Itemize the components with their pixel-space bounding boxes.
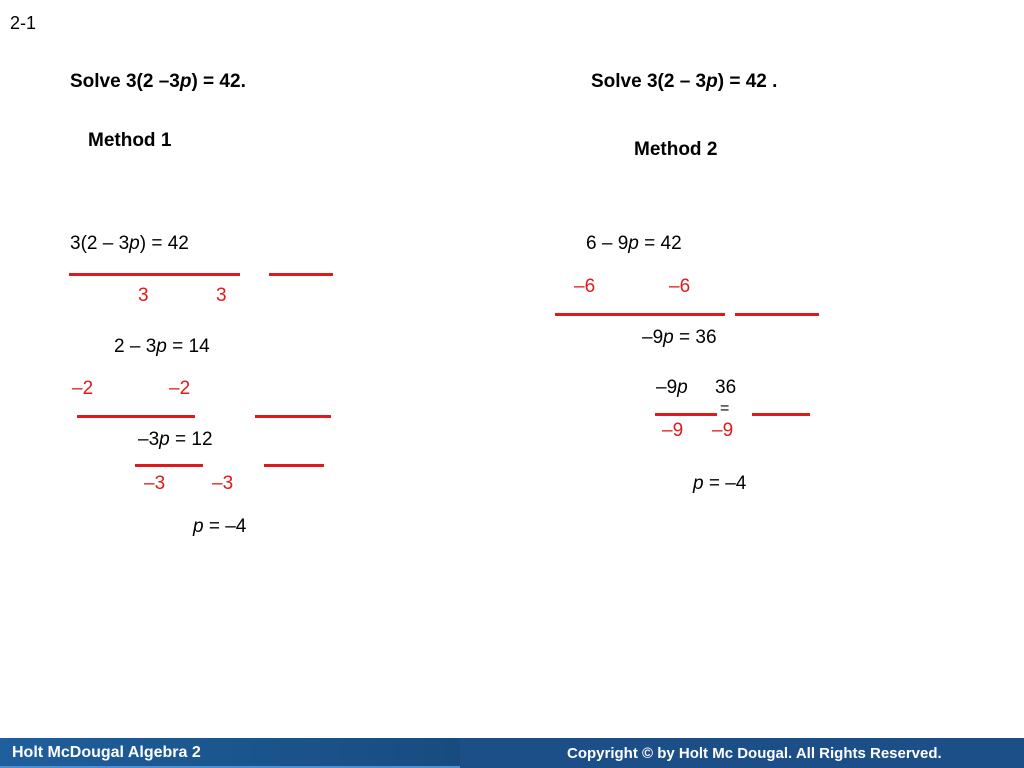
- fraction-bar-left: [135, 464, 203, 467]
- right-equation-1: 6 – 9p = 42: [586, 233, 682, 254]
- divisor-right: 3: [216, 285, 227, 306]
- equals-sign: =: [720, 400, 730, 417]
- left-answer: p = –4: [193, 516, 247, 537]
- method-1-label: Method 1: [88, 130, 172, 151]
- fraction-bar-right: [269, 273, 333, 276]
- subtract-right: –6: [669, 276, 691, 297]
- left-equation-3: –3p = 12: [138, 429, 213, 450]
- rule-left: [77, 415, 195, 418]
- fraction-denominator-left: –9: [662, 420, 684, 441]
- left-equation-2: 2 – 3p = 14: [114, 336, 210, 357]
- left-problem-heading: Solve 3(2 –3p) = 42.: [70, 71, 246, 92]
- subtract-left: –6: [574, 276, 596, 297]
- method-2-label: Method 2: [634, 139, 718, 160]
- rule-right: [735, 313, 819, 316]
- fraction-numerator-right: 36: [715, 377, 737, 398]
- subtract-right: –2: [169, 378, 191, 399]
- subtract-left: –2: [72, 378, 94, 399]
- fraction-numerator-left: –9p: [656, 377, 688, 398]
- fraction-denominator-right: –9: [712, 420, 734, 441]
- page-label: 2-1: [10, 13, 37, 33]
- fraction-bar-right: [264, 464, 324, 467]
- right-answer: p = –4: [693, 473, 747, 494]
- divisor-left: 3: [138, 285, 149, 306]
- left-equation-1: 3(2 – 3p) = 42: [70, 233, 189, 254]
- rule-right: [255, 415, 331, 418]
- right-equation-2: –9p = 36: [642, 327, 717, 348]
- fraction-bar-left: [655, 413, 717, 416]
- footer-copyright: Copyright © by Holt Mc Dougal. All Rights Reserved.: [567, 745, 942, 762]
- footer-title: Holt McDougal Algebra 2: [12, 744, 201, 761]
- footer-bar: [0, 738, 1024, 768]
- fraction-bar-left: [69, 273, 240, 276]
- fraction-bar-right: [752, 413, 810, 416]
- right-problem-heading: Solve 3(2 – 3p) = 42 .: [591, 71, 778, 92]
- rule-left: [555, 313, 725, 316]
- divisor-right: –3: [212, 473, 234, 494]
- divisor-left: –3: [144, 473, 166, 494]
